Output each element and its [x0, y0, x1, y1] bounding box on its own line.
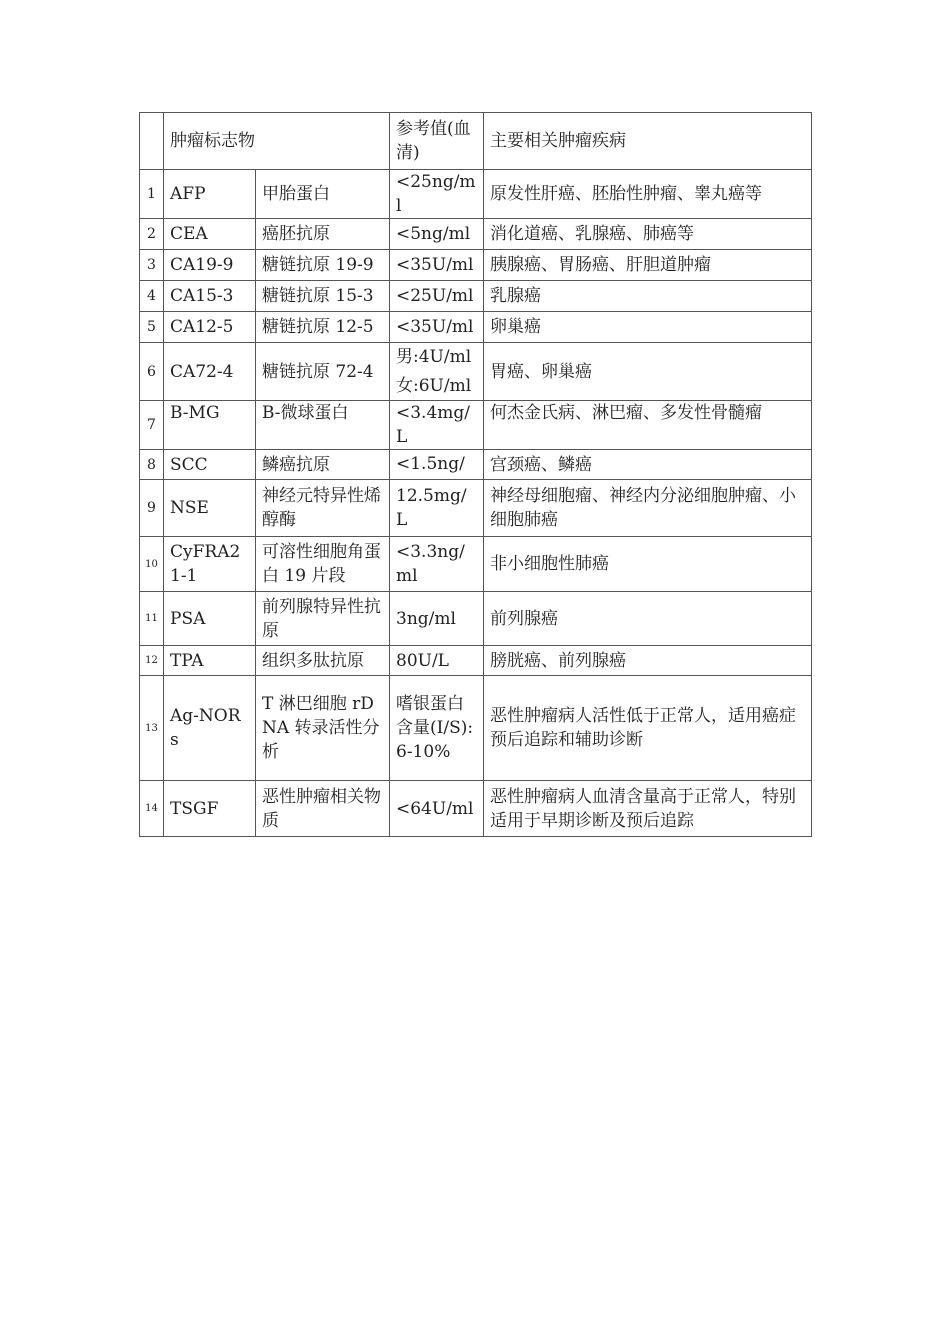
marker-name: 糖链抗原 12-5	[256, 312, 390, 343]
row-number: 1	[140, 170, 164, 219]
header-reference: 参考值(血清)	[390, 113, 484, 170]
reference-value: 男:4U/ml 女:6U/ml	[396, 347, 472, 396]
marker-name: 鳞癌抗原	[256, 450, 390, 480]
reference-value: 3ng/ml	[390, 592, 484, 646]
related-disease: 胃癌、卵巢癌	[484, 343, 812, 401]
marker-name: 糖链抗原 19-9	[256, 250, 390, 281]
tumor-marker-table	[139, 112, 812, 837]
table-row	[140, 250, 812, 281]
marker-name: 组织多肽抗原	[256, 646, 390, 676]
table-row	[140, 450, 812, 480]
marker-code: B-MG	[170, 403, 220, 423]
related-disease: 神经母细胞瘤、神经内分泌细胞肿瘤、小细胞肺癌	[484, 480, 812, 537]
table-row	[140, 170, 812, 219]
table-row	[140, 480, 812, 537]
reference-value: <35U/ml	[390, 312, 484, 343]
header-number-cell	[140, 113, 164, 170]
reference-value: <3.4mg/L	[390, 401, 484, 450]
reference-value: <1.5ng/	[396, 454, 465, 474]
marker-code: CA72-4	[164, 343, 256, 401]
header-disease: 主要相关肿瘤疾病	[484, 113, 812, 170]
marker-name: 可溶性细胞角蛋白 19 片段	[256, 537, 390, 592]
table-row	[140, 312, 812, 343]
table-row	[140, 646, 812, 676]
row-number: 12	[140, 646, 164, 676]
marker-name-cell	[256, 401, 390, 450]
marker-code: CA12-5	[164, 312, 256, 343]
row-number: 11	[140, 592, 164, 646]
marker-name: 前列腺特异性抗原	[256, 592, 390, 646]
row-number: 14	[140, 781, 164, 837]
table-row	[140, 281, 812, 312]
related-disease: 乳腺癌	[484, 281, 812, 312]
reference-value: <3.3ng/ml	[390, 537, 484, 592]
table-row	[140, 781, 812, 837]
row-number: 4	[140, 281, 164, 312]
marker-code: SCC	[164, 450, 256, 480]
row-number: 7	[140, 401, 164, 450]
table-header-row	[140, 113, 812, 170]
row-number: 13	[140, 676, 164, 781]
marker-name: 糖链抗原 15-3	[256, 281, 390, 312]
marker-code: CyFRA21-1	[164, 537, 256, 592]
marker-name: 癌胚抗原	[256, 219, 390, 250]
marker-code: CEA	[164, 219, 256, 250]
related-disease: 消化道癌、乳腺癌、肺癌等	[484, 219, 812, 250]
marker-code-cell	[164, 401, 256, 450]
reference-value: <25ng/ml	[390, 170, 484, 219]
marker-name: 糖链抗原 72-4	[256, 343, 390, 401]
row-number: 8	[140, 450, 164, 480]
related-disease: 原发性肝癌、胚胎性肿瘤、睾丸癌等	[484, 170, 812, 219]
related-disease: 膀胱癌、前列腺癌	[484, 646, 812, 676]
marker-name: T 淋巴细胞 rDNA 转录活性分析	[256, 676, 390, 781]
related-disease: 非小细胞性肺癌	[484, 537, 812, 592]
marker-code: PSA	[164, 592, 256, 646]
marker-code: CA19-9	[164, 250, 256, 281]
table-row	[140, 592, 812, 646]
header-marker: 肿瘤标志物	[164, 113, 390, 170]
row-number: 10	[140, 537, 164, 592]
marker-code: TPA	[164, 646, 256, 676]
reference-value-cell	[390, 343, 484, 401]
reference-value: 嗜银蛋白含量(I/S):6-10%	[390, 676, 484, 781]
related-disease: 胰腺癌、胃肠癌、肝胆道肿瘤	[484, 250, 812, 281]
related-disease: 前列腺癌	[484, 592, 812, 646]
related-disease: 恶性肿瘤病人血清含量高于正常人，特别适用于早期诊断及预后追踪	[484, 781, 812, 837]
marker-code: CA15-3	[164, 281, 256, 312]
row-number: 2	[140, 219, 164, 250]
marker-name: 神经元特异性烯醇酶	[256, 480, 390, 537]
marker-code: NSE	[164, 480, 256, 537]
reference-value: <35U/ml	[390, 250, 484, 281]
marker-name: 甲胎蛋白	[256, 170, 390, 219]
row-number: 3	[140, 250, 164, 281]
row-number: 5	[140, 312, 164, 343]
table-row	[140, 343, 812, 401]
table-row	[140, 676, 812, 781]
table-row	[140, 401, 812, 450]
marker-code: TSGF	[164, 781, 256, 837]
related-disease: 何杰金氏病、淋巴瘤、多发性骨髓瘤	[490, 403, 762, 423]
marker-code: AFP	[164, 170, 256, 219]
related-disease-cell	[484, 401, 812, 450]
reference-value: <25U/ml	[390, 281, 484, 312]
related-disease: 恶性肿瘤病人活性低于正常人，适用癌症预后追踪和辅助诊断	[484, 676, 812, 781]
reference-value-cell	[390, 450, 484, 480]
table-row	[140, 219, 812, 250]
marker-name: B-微球蛋白	[262, 403, 349, 423]
reference-value: 80U/L	[390, 646, 484, 676]
reference-value: <5ng/ml	[390, 219, 484, 250]
reference-value: 12.5mg/L	[390, 480, 484, 537]
reference-value: <64U/ml	[390, 781, 484, 837]
row-number: 9	[140, 480, 164, 537]
marker-code: Ag-NORs	[164, 676, 256, 781]
related-disease: 宫颈癌、鳞癌	[484, 450, 812, 480]
table-row	[140, 537, 812, 592]
marker-name: 恶性肿瘤相关物质	[256, 781, 390, 837]
related-disease: 卵巢癌	[484, 312, 812, 343]
row-number: 6	[140, 343, 164, 401]
